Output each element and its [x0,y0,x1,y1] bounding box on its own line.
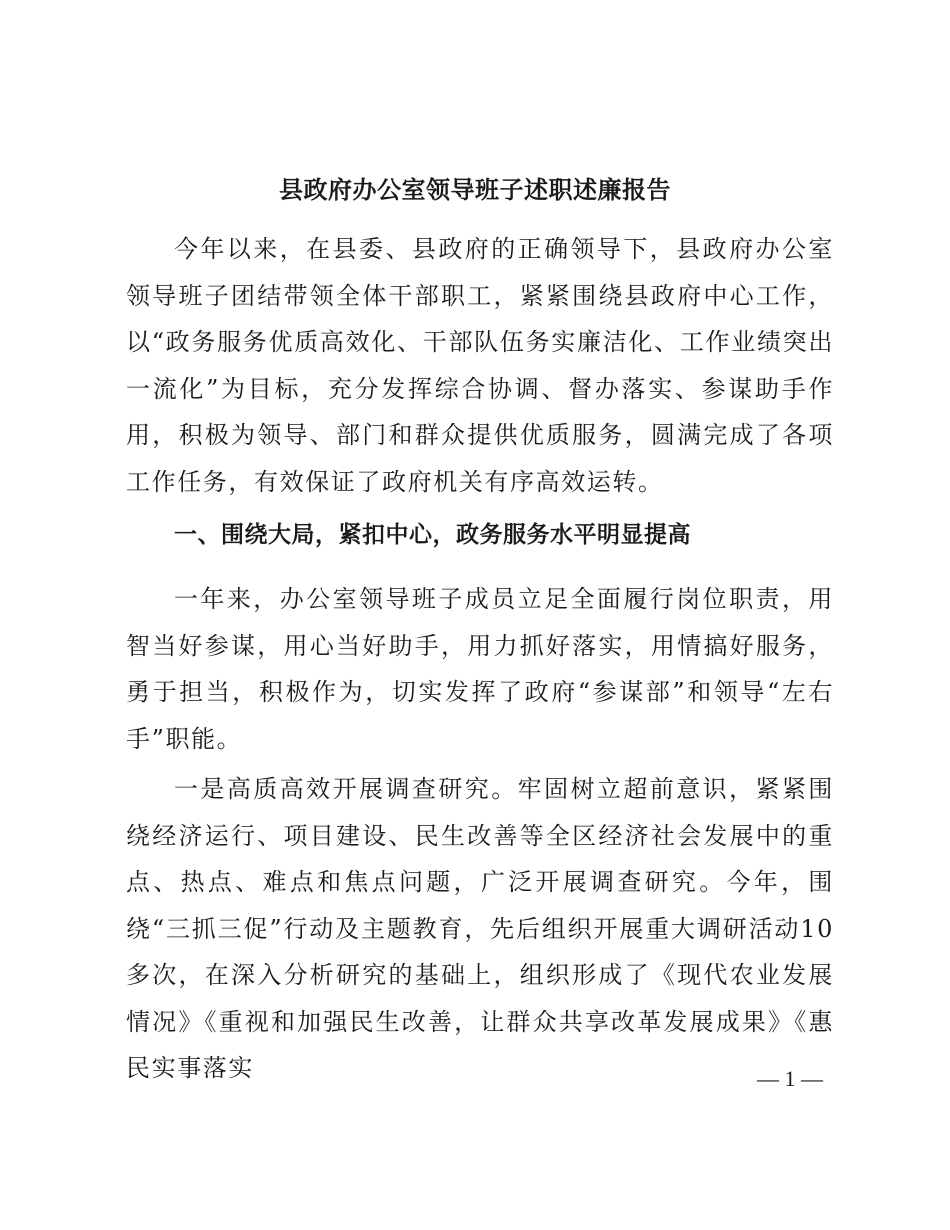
section-2-paragraph: 一是高质高效开展调查研究。牢固树立超前意识，紧紧围绕经济运行、项目建设、民生改善等全区经济社会发展中的重点、热点、难点和焦点问题，广泛开展调查研究。今年，围绕“三抓三促”行动及主题教育，先后组织开展重大调研活动10多次，在深入分析研究的基础上，组织形成了《现代农业发展情况》《重视和加强民生改善，让群众共享改革发展成果》《惠民实事落实 [126,775,834,1082]
document-title: 县政府办公室领导班子述职述廉报告 [279,175,671,204]
page-number: — 1 — [757,1066,823,1091]
section-heading-1: 一、围绕大局，紧扣中心，政务服务水平明显提高 [174,522,691,548]
intro-paragraph: 今年以来，在县委、县政府的正确领导下，县政府办公室领导班子团结带领全体干部职工，紧紧围绕县政府中心工作，以“政务服务优质高效化、干部队伍务实廉洁化、工作业绩突出一流化”为目标，充分发挥综合协调、督办落实、参谋助手作用，积极为领导、部门和群众提供优质服务，圆满完成了各项工作任务，有效保证了政府机关有序高效运转。 [126,235,834,496]
section-1-paragraph: 一年来，办公室领导班子成员立足全面履行岗位职责，用智当好参谋，用心当好助手，用力抓好落实，用情搞好服务，勇于担当，积极作为，切实发挥了政府“参谋部”和领导“左右手”职能。 [126,585,834,753]
